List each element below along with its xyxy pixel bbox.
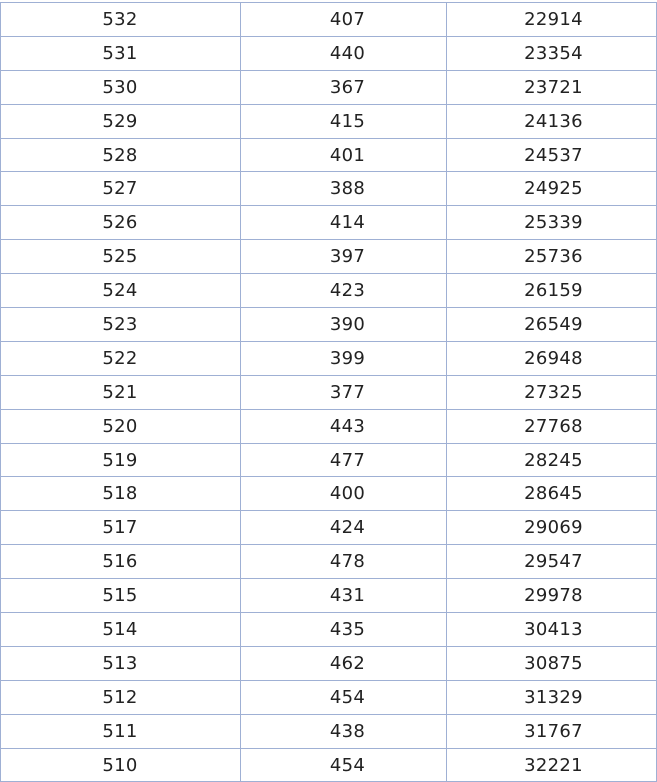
count-cell: 454	[241, 748, 447, 782]
score-distribution-table	[0, 2, 657, 782]
score-cell: 521	[1, 375, 241, 409]
score-cell: 516	[1, 545, 241, 579]
cumulative-cell: 24537	[447, 138, 657, 172]
score-cell: 511	[1, 714, 241, 748]
score-cell: 523	[1, 308, 241, 342]
cumulative-cell: 29547	[447, 545, 657, 579]
count-cell: 399	[241, 341, 447, 375]
count-cell: 443	[241, 409, 447, 443]
table-row	[1, 511, 657, 545]
table-row	[1, 680, 657, 714]
score-cell: 525	[1, 240, 241, 274]
cumulative-cell: 24136	[447, 104, 657, 138]
count-cell: 414	[241, 206, 447, 240]
count-cell: 477	[241, 443, 447, 477]
score-cell: 524	[1, 274, 241, 308]
count-cell: 440	[241, 36, 447, 70]
count-cell: 415	[241, 104, 447, 138]
cumulative-cell: 27325	[447, 375, 657, 409]
score-cell: 518	[1, 477, 241, 511]
cumulative-cell: 26549	[447, 308, 657, 342]
score-cell: 513	[1, 646, 241, 680]
table-row	[1, 274, 657, 308]
count-cell: 377	[241, 375, 447, 409]
table-row	[1, 206, 657, 240]
score-cell: 520	[1, 409, 241, 443]
count-cell: 400	[241, 477, 447, 511]
count-cell: 397	[241, 240, 447, 274]
count-cell: 478	[241, 545, 447, 579]
table-row	[1, 138, 657, 172]
cumulative-cell: 30413	[447, 613, 657, 647]
table-row	[1, 375, 657, 409]
cumulative-cell: 26159	[447, 274, 657, 308]
table-body	[1, 3, 657, 782]
cumulative-cell: 22914	[447, 3, 657, 37]
cumulative-cell: 31329	[447, 680, 657, 714]
cumulative-cell: 31767	[447, 714, 657, 748]
count-cell: 407	[241, 3, 447, 37]
cumulative-cell: 23721	[447, 70, 657, 104]
table-row	[1, 3, 657, 37]
table-row	[1, 409, 657, 443]
table-row	[1, 714, 657, 748]
score-cell: 514	[1, 613, 241, 647]
score-cell: 517	[1, 511, 241, 545]
table-row	[1, 341, 657, 375]
cumulative-cell: 25339	[447, 206, 657, 240]
count-cell: 388	[241, 172, 447, 206]
cumulative-cell: 28645	[447, 477, 657, 511]
cumulative-cell: 27768	[447, 409, 657, 443]
count-cell: 438	[241, 714, 447, 748]
score-cell: 515	[1, 579, 241, 613]
count-cell: 390	[241, 308, 447, 342]
count-cell: 367	[241, 70, 447, 104]
table-row	[1, 308, 657, 342]
score-cell: 522	[1, 341, 241, 375]
table-row	[1, 240, 657, 274]
count-cell: 423	[241, 274, 447, 308]
table-row	[1, 646, 657, 680]
cumulative-cell: 29069	[447, 511, 657, 545]
cumulative-cell: 30875	[447, 646, 657, 680]
table-row	[1, 579, 657, 613]
score-cell: 529	[1, 104, 241, 138]
score-cell: 530	[1, 70, 241, 104]
count-cell: 401	[241, 138, 447, 172]
score-cell: 510	[1, 748, 241, 782]
table-row	[1, 70, 657, 104]
cumulative-cell: 26948	[447, 341, 657, 375]
count-cell: 435	[241, 613, 447, 647]
table-row	[1, 613, 657, 647]
count-cell: 424	[241, 511, 447, 545]
score-cell: 526	[1, 206, 241, 240]
cumulative-cell: 32221	[447, 748, 657, 782]
table-row	[1, 748, 657, 782]
table-row	[1, 172, 657, 206]
count-cell: 454	[241, 680, 447, 714]
score-cell: 528	[1, 138, 241, 172]
score-cell: 532	[1, 3, 241, 37]
count-cell: 431	[241, 579, 447, 613]
table-row	[1, 477, 657, 511]
cumulative-cell: 29978	[447, 579, 657, 613]
table-row	[1, 545, 657, 579]
cumulative-cell: 23354	[447, 36, 657, 70]
score-cell: 527	[1, 172, 241, 206]
table-row	[1, 443, 657, 477]
count-cell: 462	[241, 646, 447, 680]
cumulative-cell: 25736	[447, 240, 657, 274]
cumulative-cell: 24925	[447, 172, 657, 206]
table-row	[1, 36, 657, 70]
score-cell: 531	[1, 36, 241, 70]
table-row	[1, 104, 657, 138]
cumulative-cell: 28245	[447, 443, 657, 477]
score-cell: 512	[1, 680, 241, 714]
score-cell: 519	[1, 443, 241, 477]
